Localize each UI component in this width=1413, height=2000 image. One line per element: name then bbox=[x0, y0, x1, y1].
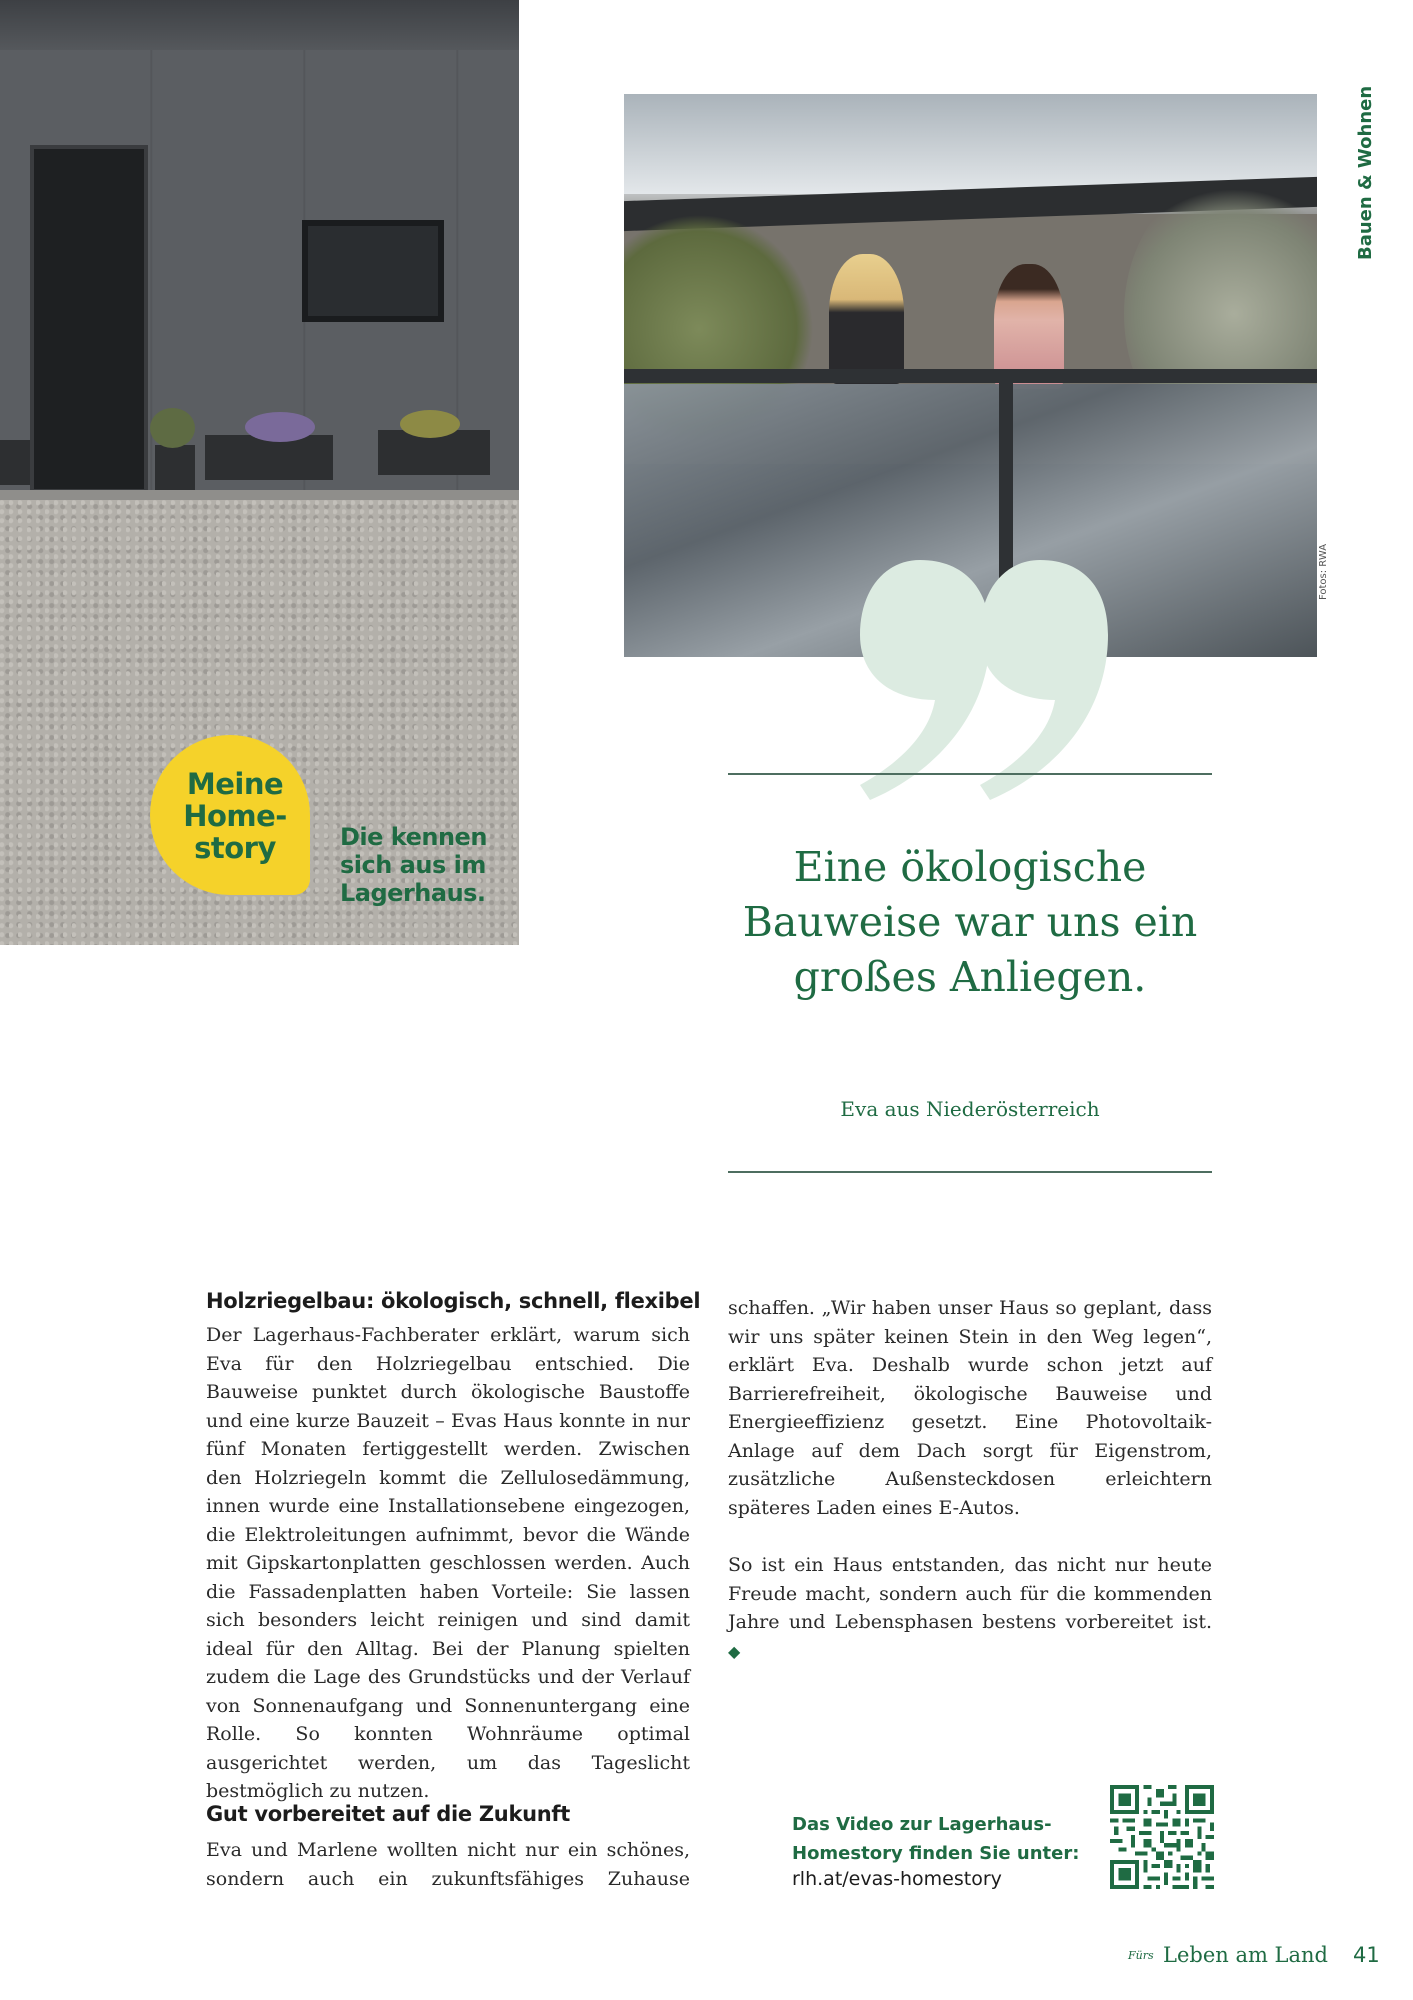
photo-credit: Fotos: RWA bbox=[1318, 543, 1329, 600]
end-mark-icon: ◆ bbox=[728, 1641, 741, 1661]
video-link[interactable]: rlh.at/evas-homestory bbox=[792, 1868, 1002, 1890]
article-paragraph-2: Eva und Marlene wollten nicht nur ein schönes, sondern auch ein zukunftsfähiges Zuhause bbox=[206, 1839, 690, 1890]
article-paragraph-1: Der Lagerhaus-Fachberater erklärt, warum sich Eva für den Holzriegelbau entschied. Die Bauweise punktet durch ökologische Baustoffe und eine kurze Bauzeit – Evas Haus konnte in nur fünf Monaten fertiggestellt werden. Zwischen den Holzriegeln kommt die Zellulosedämmung, innen wurde eine Installationsebene eingezogen, die Elektroleitungen aufnimmt, bevor die Wände mit Gipskartonplatten geschlossen werden. Auch die Fassadenplatten haben Vorteile: Sie lassen sich besonders leicht reinigen und sind damit ideal für den Alltag. Bei der Planung spielten zudem die Lage des Grundstücks und der Verlauf von Sonnenaufgang und Sonnenuntergang eine Rolle. So konnten Wohnräume optimal ausgerichtet werden, um das Tageslicht bestmöglich zu nutzen. bbox=[206, 1324, 690, 1802]
section-label: Bauen & Wohnen bbox=[1355, 85, 1376, 260]
house-roof bbox=[0, 0, 519, 50]
pull-quote: Eine ökologische Bauweise war uns ein großes Anliegen. bbox=[742, 843, 1198, 1001]
page-number: 41 bbox=[1353, 1943, 1380, 1967]
railing-top bbox=[624, 369, 1317, 383]
badge-title: Meine Home-story bbox=[183, 767, 287, 865]
plant bbox=[400, 410, 460, 438]
plant bbox=[245, 412, 315, 442]
quote-rule-top bbox=[728, 773, 1212, 775]
article-paragraph-3: schaffen. „Wir haben unser Haus so geplant, dass wir uns später keinen Stein in den Weg legen“, erklärt Eva. Deshalb wurde schon jetzt auf Barrierefreiheit, ökologische Bauweise und Energieeffizienz gesetzt. Eine Photovoltaik-Anlage auf dem Dach sorgt für Eigenstrom, zusätzliche Außensteckdosen erleichtern späteres Laden eines E-Autos. bbox=[728, 1297, 1212, 1519]
article-paragraph-4-text: So ist ein Haus entstanden, das nicht nur heute Freude macht, sondern auch für die kommenden Jahre und Lebensphasen bestens vorbereitet ist. bbox=[728, 1554, 1212, 1633]
magazine-prefix: Fürs bbox=[1128, 1949, 1154, 1962]
planter bbox=[155, 445, 195, 490]
qr-code-icon[interactable] bbox=[1110, 1785, 1214, 1889]
planter bbox=[205, 435, 333, 480]
house-door bbox=[30, 145, 148, 493]
quote-author: Eva aus Niederösterreich bbox=[840, 1097, 1100, 1121]
magazine-name: Leben am Land bbox=[1163, 1943, 1328, 1967]
house-window bbox=[302, 220, 444, 322]
article-heading-1: Holzriegelbau: ökologisch, schnell, flexibel bbox=[206, 1289, 701, 1313]
article-heading-2: Gut vorbereitet auf die Zukunft bbox=[206, 1802, 570, 1826]
plant bbox=[150, 408, 195, 448]
person-eva bbox=[829, 254, 904, 384]
article-paragraph-4 bbox=[728, 1551, 1212, 1666]
quote-rule-bottom bbox=[728, 1171, 1212, 1173]
video-info: Das Video zur Lagerhaus-Homestory finden Sie unter: bbox=[792, 1814, 1080, 1864]
planter bbox=[0, 440, 30, 485]
badge-tagline: Die kennen sich aus im Lagerhaus. bbox=[340, 823, 487, 907]
